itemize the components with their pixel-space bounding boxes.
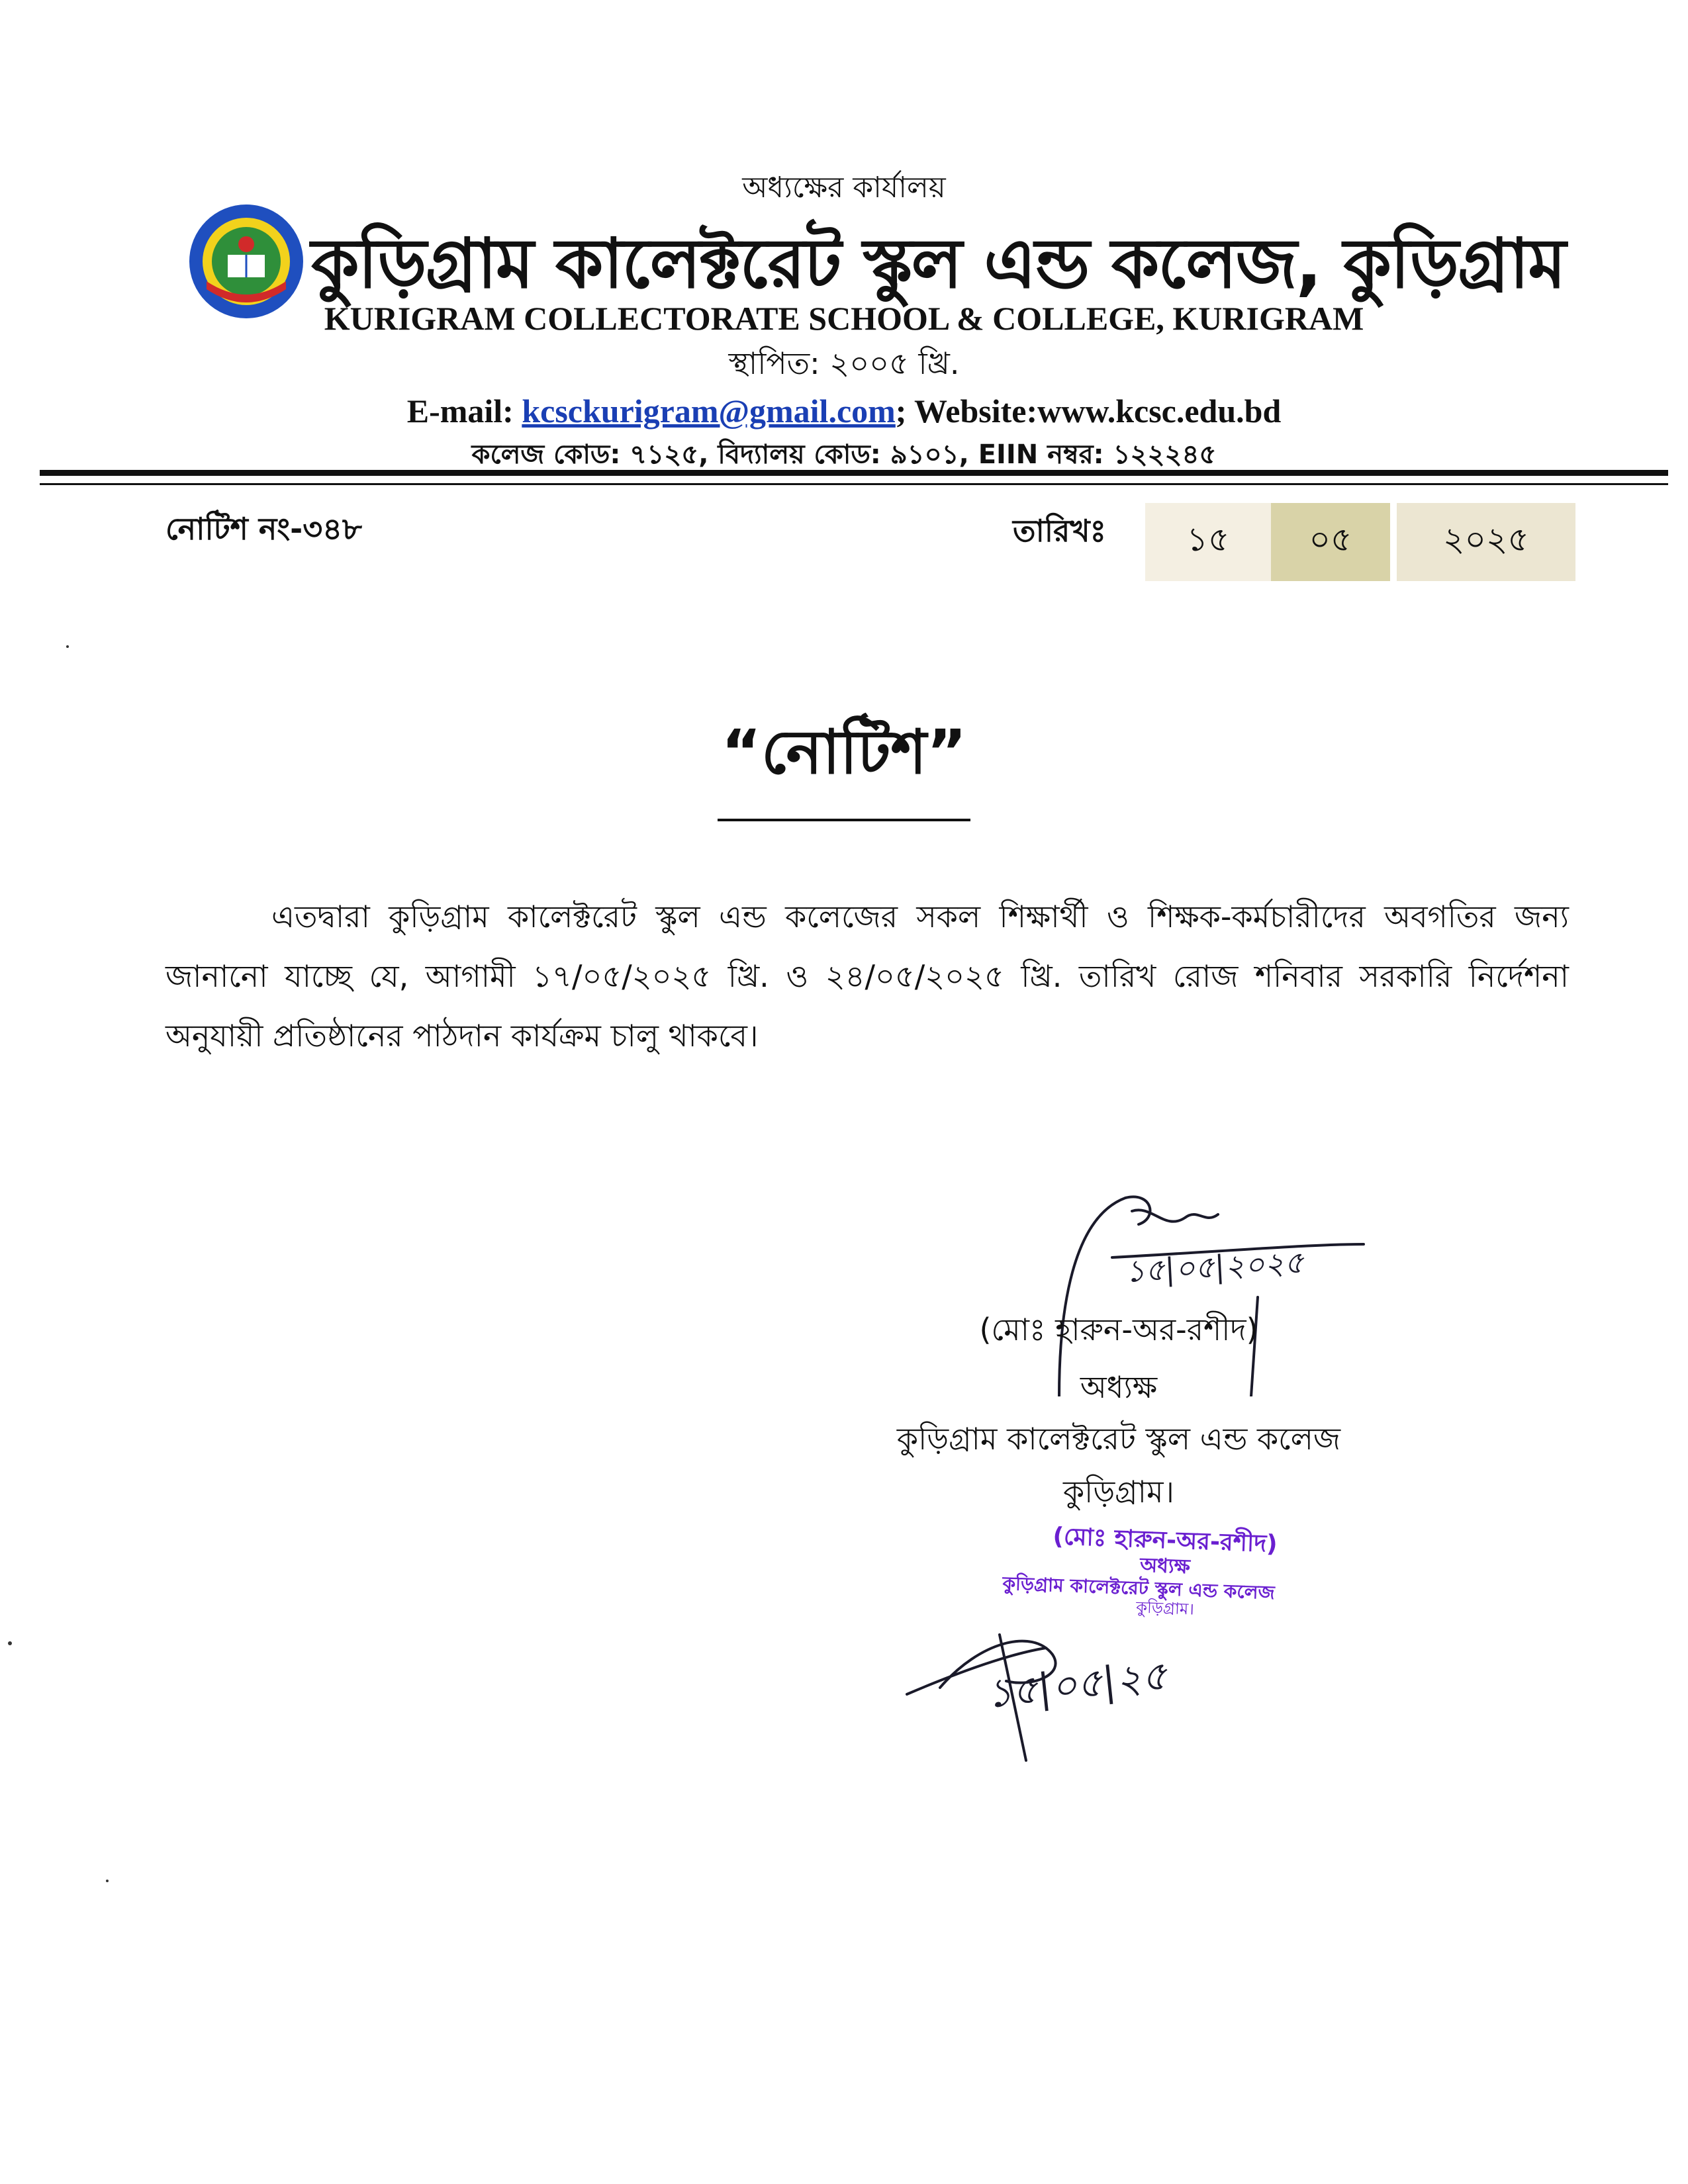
- signatory-place: কুড়িগ্রাম।: [1063, 1474, 1174, 1510]
- signatory-designation: অধ্যক্ষ: [1080, 1369, 1158, 1405]
- signatory-name: (মোঃ হারুন-অর-রশীদ): [979, 1312, 1258, 1347]
- stamp-signature: [900, 1615, 1244, 1774]
- scan-speck: [8, 1641, 12, 1645]
- stamp-designation: অধ্যক্ষ: [1139, 1553, 1191, 1579]
- notice-body: এতদ্বারা কুড়িগ্রাম কালেক্টরেট স্কুল এন্ড কলেজের সকল শিক্ষার্থী ও শিক্ষক-কর্মচারীদের অবগতির জন্য জানানো যাচ্ছে যে, আগামী ১৭/০৫/২০২৫ খ্রি. ও ২৪/০৫/২০২৫ খ্রি. তারিখ রোজ শনিবার সরকারি নির্দেশনা অনুযায়ী প্রতিষ্ঠানের পাঠদান কার্যক্রম চালু থাকবে।: [165, 899, 1569, 1054]
- header-divider: [40, 470, 1668, 476]
- institution-codes: কলেজ কোড: ৭১২৫, বিদ্যালয় কোড: ৯১০১, EIIN নম্বর: ১২২২৪৫: [471, 439, 1217, 470]
- website-label: ; Website:: [895, 392, 1038, 430]
- stamp-institution: কুড়িগ্রাম কালেক্টরেট স্কুল এন্ড কলেজ: [1002, 1572, 1276, 1604]
- school-name-bengali: কুড়িগ্রাম কালেক্টরেট স্কুল এন্ড কলেজ, কুড়িগ্রাম: [311, 223, 1565, 304]
- date-label: তারিখঃ: [1013, 513, 1107, 549]
- established-line: স্থাপিত: ২০০৫ খ্রি.: [728, 345, 960, 381]
- header-divider-thin: [40, 483, 1668, 485]
- date-month-field: ০৫: [1271, 503, 1390, 581]
- signatory-institution: কুড়িগ্রাম কালেক্টরেট স্কুল এন্ড কলেজ: [896, 1421, 1341, 1457]
- website-link[interactable]: www.kcsc.edu.bd: [1037, 392, 1282, 430]
- signature-date: ১৫|০৫|২০২৫: [1124, 1244, 1305, 1290]
- date-year-field: ২০২৫: [1397, 503, 1575, 581]
- notice-number: নোটিশ নং-৩৪৮: [165, 511, 362, 547]
- principal-signature: [1033, 1178, 1470, 1396]
- scan-speck: [66, 645, 69, 648]
- notice-title: [0, 705, 1688, 821]
- office-line: অধ্যক্ষের কার্যালয়: [742, 171, 946, 205]
- email-label: E-mail:: [406, 392, 514, 430]
- contact-line: [0, 392, 1688, 430]
- scan-speck: [106, 1880, 109, 1882]
- stamp-name: (মোঃ হারুন-অর-রশীদ): [1052, 1523, 1278, 1558]
- stamp-place: কুড়িগ্রাম।: [1135, 1598, 1195, 1619]
- email-link[interactable]: kcsckurigram@gmail.com: [522, 392, 896, 430]
- school-name-english: KURIGRAM COLLECTORATE SCHOOL & COLLEGE, KURIGRAM: [324, 300, 1364, 337]
- notice-title-text: “নোটিশ”: [718, 705, 971, 821]
- date-day-field: ১৫: [1145, 503, 1271, 581]
- stamp-signature-date: ১৫|০৫|২৫: [984, 1652, 1170, 1718]
